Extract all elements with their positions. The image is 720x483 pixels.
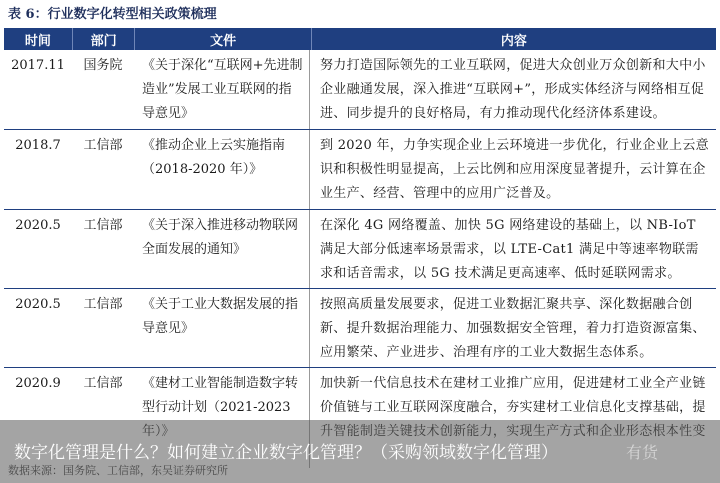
cell-dept: 国务院: [83, 58, 123, 73]
cell-time: 2017.11: [11, 58, 65, 73]
watermark: 有货: [626, 443, 659, 462]
cell-content: 按照高质量发展要求，促进工业数据汇聚共享、深化数据融合创新、提升数据治理能力、加强数据安全管理，着力打造资源富集、应用繁荣、产业进步、治理有序的工业大数据生态体系。: [320, 297, 706, 360]
cell-doc: 《关于工业大数据发展的指导意见》: [134, 289, 310, 367]
cell-dept: 工信部: [83, 376, 123, 391]
header-dept: 部门: [73, 28, 136, 50]
cell-doc: 《建材工业智能制造数字转型行动计划（2021-2023: [134, 368, 310, 468]
table-row: [4, 210, 716, 289]
cell-time: 2020.5: [15, 297, 61, 312]
cell-dept: 工信部: [83, 138, 123, 153]
cell-time: 2020.9: [15, 376, 61, 391]
policy-table: [4, 28, 716, 468]
header-doc: 文件: [135, 28, 311, 50]
cell-content: 努力打造国际领先的工业互联网，促进大众创业万众创新和大中小企业融通发展，深入推进“互联网+”，形成实体经济与网络相互促进、同步提升的良好格局，有力推动现代化经济体系建设。: [320, 58, 706, 121]
table-row: [4, 130, 716, 210]
table-row: [4, 50, 716, 130]
cell-content: 到 2020 年，力争实现企业上云环境进一步优化，行业企业上云意识和积极性明显提高，上云比例和应用深度显著提升，云计算在企业生产、经营、管理中的应用广泛普及。: [320, 138, 709, 201]
table-title: 表 6：行业数字化转型相关政策梳理: [8, 7, 217, 22]
table-header: [4, 28, 716, 50]
cell-dept: 工信部: [83, 297, 123, 312]
caption-text: 数字化管理是什么？如何建立企业数字化管理？（采购领域数字化管理）: [14, 443, 558, 463]
cell-content: 在深化 4G 网络覆盖、加快 5G 网络建设的基础上，以 NB-IoT 满足大部分低速率场景需求，以 LTE-Cat1 满足中等速率物联需求和话音需求，以 5G 技术满足更高速率、低时延联网需求。: [320, 218, 699, 281]
cell-content: 加快新一代信息技术在建材工业推广应用，促进建材工业全产业链价值链与工业互联网深度融合，夯实建材工业信息化支撑基础，提: [320, 376, 706, 415]
cell-time: 2018.7: [15, 138, 61, 153]
table-row: [4, 289, 716, 368]
cell-doc: 《推动企业上云实施指南（2018-2020 年）》: [134, 130, 310, 209]
cell-time: 2020.5: [15, 218, 61, 233]
cell-doc: 《关于深化“互联网+先进制造业”发展工业互联网的指导意见》: [134, 50, 310, 129]
header-time: 时间: [4, 28, 73, 50]
cell-doc: 《关于深入推进移动物联网全面发展的通知》: [134, 210, 310, 288]
header-content: 内容: [500, 33, 527, 49]
cell-dept: 工信部: [83, 218, 123, 233]
